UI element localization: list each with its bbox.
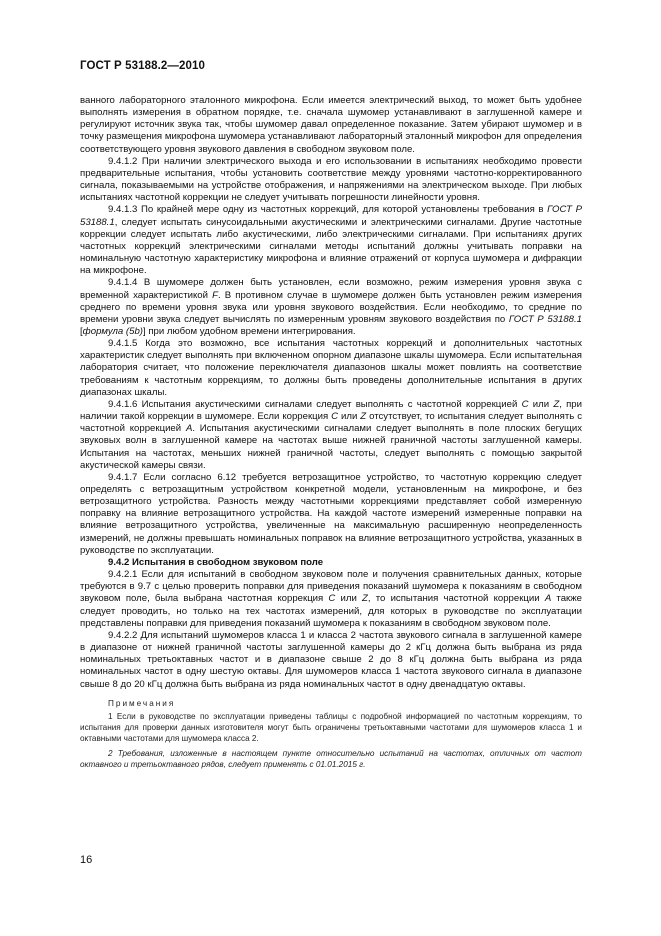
weighting-symbol: Z [360, 411, 367, 423]
weighting-symbol: C [521, 398, 529, 410]
text-fragment: 9.4.1.4 В шумомере должен быть установлен, если возможно, режим измерения уровня звука с временной характеристикой [80, 277, 582, 301]
note-2: 2 Требования, изложенные в настоящем пункте относительно испытаний на частотах, отличных от частот октавного и третьоктавного рядов, следует применять с 01.01.2015 г. [80, 748, 582, 769]
text-fragment: или [338, 411, 361, 423]
paragraph-9-4-2-2: 9.4.2.2 Для испытаний шумомеров класса 1 и класса 2 частота звукового сигнала в заглушенной камере в диапазоне от нижней граничной частоты заглушенной камеры до 2 кГц должна быть выбрана из ряда номинальных третьоктавных частот и в диапазоне свыше 2 до 8 кГц должна быть выбрана из ряда номинальных частот в одну шестую октавы. Для шумомеров класса 1 частота звукового сигнала в диапазоне свыше 8 до 20 кГц должна быть выбрана из ряда номинальных частот в одну двенадцатую октавы. [80, 629, 582, 690]
time-weighting-symbol: F [212, 289, 218, 301]
paragraph-9-4-1-7: 9.4.1.7 Если согласно 6.12 требуется ветрозащитное устройство, то частотную коррекцию следует определять с ветрозащитным устройством конкретной модели, установленным на микрофоне, и без ветрозащитного устройства. Разность между частотными коррекциями представляет собой измеренную поправку на влияние ветрозащитного устройства. На каждой частоте измерений измеренные поправки на влияние ветрозащитного устройства, увеличенные на максимальную расширенную неопределенность измерений, не должны превышать номинальных поправок на влияние ветрозащитного устройства, указанных в руководстве по эксплуатации. [80, 471, 582, 556]
weighting-symbol: Z [362, 593, 368, 605]
text-fragment: , при наличии такой коррекции в шумомере. Если коррекция [80, 398, 582, 423]
text-fragment: также следует проводить, но только на тех частотах измерений, для которых в руководстве по эксплуатации представлены поправки для приведения показаний шумомера к показаниям в свободном звуковом поле. [80, 593, 582, 629]
text-fragment: , то испытания частотной коррекции [367, 593, 545, 605]
standard-reference: ГОСТ Р 53188.1 [508, 313, 582, 325]
weighting-symbol: A [185, 423, 193, 435]
note-1: 1 Если в руководстве по эксплуатации приведены таблицы с подробной информацией по частотным коррекциям, то испытания для проверки данных изготовителя могут быть ограничены третьоктавными частотами для шумомеров класса 1 и октавными частотами для шумомера класса 2. [80, 712, 582, 744]
page-number: 16 [80, 854, 93, 866]
paragraph-9-4-1-4 [80, 277, 582, 338]
text-fragment: или [528, 398, 554, 410]
text-fragment: или [335, 593, 363, 605]
text-fragment: 9.4.1.3 По крайней мере одну из частотных коррекций, для которой установлены требования в [108, 204, 548, 216]
notes-block [80, 699, 582, 771]
paragraph-9-4-1-5: 9.4.1.5 Когда это возможно, все испытания частотных коррекций и дополнительных частотных характеристик следует выполнять при включенном опорном диапазоне шкалы шумомера. Если испытательная лаборатория считает, что положение переключателя диапазонов шкалы может повлиять на соответствие требованиям к частотным коррекциям, то должны быть проведены дополнительные испытания в других диапазонах шкалы. [80, 338, 582, 398]
text-fragment: ] при любом удобном времени интегрирования. [143, 325, 356, 337]
text-fragment: [ [80, 325, 83, 337]
text-fragment: . Испытания акустическими сигналами следует выполнять в поле плоских бегущих звуковых волн в заглушенной камере на частотах выше нижней граничной частоты заглушенной камеры. Испытания на частотах, меньших нижней граничной частоты, следует выполнять с помощью закрытой акустической камеры связи. [80, 423, 582, 471]
section-heading-9-4-2: 9.4.2 Испытания в свободном звуковом поле [108, 556, 324, 568]
formula-reference: формула (5b) [82, 325, 143, 337]
text-fragment: . В противном случае в шумомере должен быть установлен режим измерения среднего по времени уровня звука или уровня звукового воздействия. Если необходимо, то средние по времени уровни звука следует вычислять по измеренным уровням звукового воздействия по [80, 289, 582, 325]
text-fragment: , следует испытать синусоидальными акустическими и электрическими сигналами. Другие частотные коррекции следует испытать либо акустическими, либо электрическими сигналами. При испытаниях других частотных коррекций электрическими сигналами методы испытаний должны учитывать поправки на номинальную частотную характеристику микрофона и влияние отражений от корпуса шумомера и дифракции на микрофоне. [80, 216, 582, 277]
paragraph-9-4-2-1 [80, 569, 582, 630]
standard-header: ГОСТ Р 53188.2—2010 [80, 60, 205, 72]
paragraph-9-4-1-3 [80, 204, 582, 277]
paragraph-9-4-1-6 [80, 399, 582, 472]
weighting-symbol: A [544, 593, 552, 605]
weighting-symbol: C [328, 593, 336, 605]
weighting-symbol: Z [553, 398, 560, 410]
text-fragment: отсутствует, то испытания следует выполнять с частотной коррекцией [80, 411, 582, 435]
weighting-symbol: C [331, 411, 339, 423]
paragraph-9-4-1-2: 9.4.1.2 При наличии электрического выхода и его использовании в испытаниях необходимо провести предварительные испытания, чтобы установить соответствие между уровнями частотно-корректированного сигнала, показываемыми на устройстве отображения, и напряжениями на электрическом выходе. При любых испытаниях частотной коррекции не следует учитывать погрешности линейности уровня. [80, 155, 582, 204]
standard-reference: ГОСТ Р 53188.1 [80, 204, 583, 228]
notes-title: Примечания [108, 698, 176, 708]
text-fragment: 9.4.1.6 Испытания акустическими сигналами следует выполнять с частотной коррекцией [108, 398, 522, 410]
paragraph-continuation: ванного лабораторного эталонного микрофона. Если имеется электрический выход, то может быть удобнее выполнять измерения в обратном порядке, т.е. сначала шумомер устанавливают в заглушенной камере и регулируют источник звука так, чтобы шумомер давал определенное показание. Затем убирают шумомер и в точку размещения микрофона шумомера устанавливают лабораторный эталонный микрофон для определения соответствующего уровня звукового давления в свободном звуковом поле. [80, 95, 582, 155]
document-body [80, 95, 582, 770]
text-fragment: 9.4.2.1 Если для испытаний в свободном звуковом поле и получения сравнительных данных, которые требуются в 9.7 с целью проверить поправки для приведения показаний шумомера к показаниям в свободном звуковом поле, была выбрана частотная коррекция [80, 569, 582, 605]
